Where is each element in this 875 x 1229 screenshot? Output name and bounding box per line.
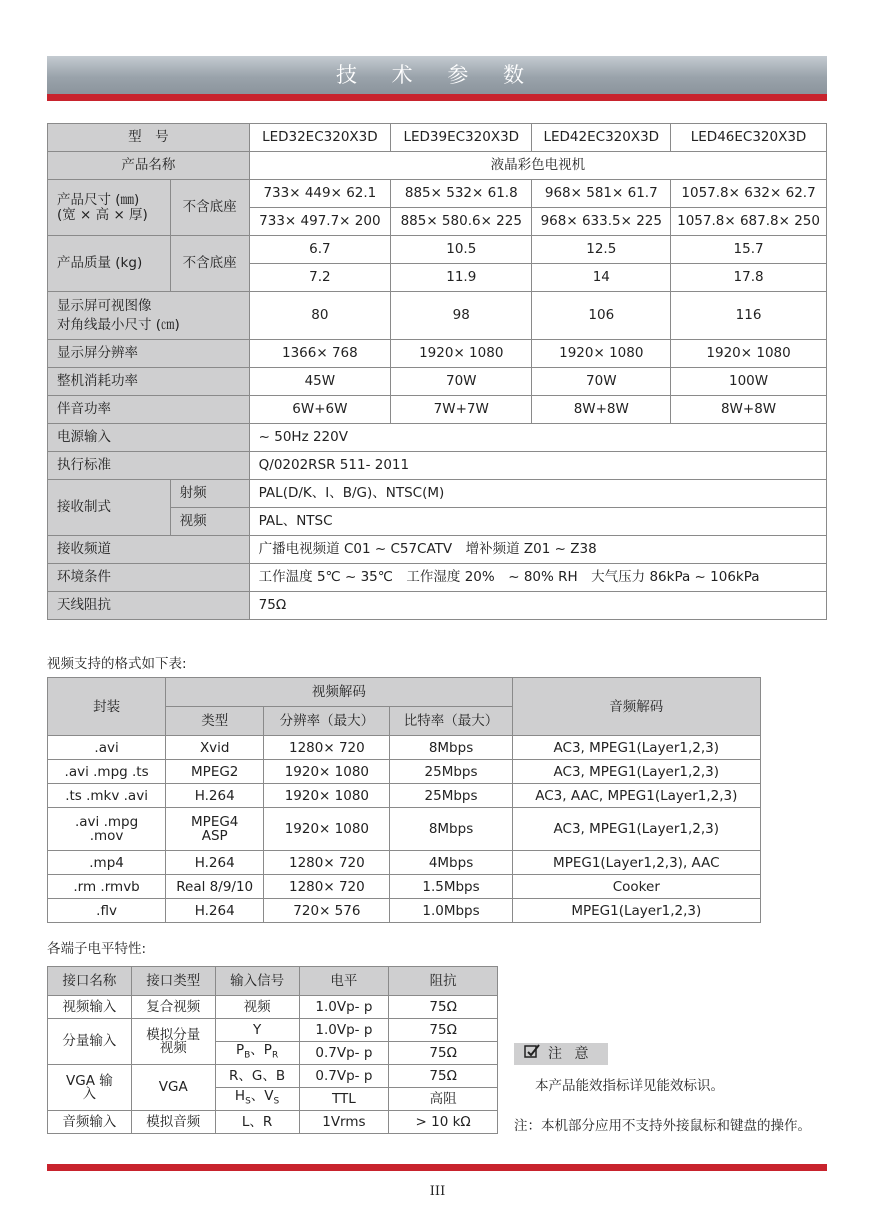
port-impedance-cell: 75Ω xyxy=(389,1019,498,1042)
vs-text: V xyxy=(264,1087,274,1104)
table-row xyxy=(48,736,761,760)
resolution-cell: 1280× 720 xyxy=(264,875,390,899)
table-row xyxy=(48,368,827,396)
note-box xyxy=(514,1043,608,1065)
port-impedance-cell: 75Ω xyxy=(389,996,498,1019)
container-cell: .flv xyxy=(48,899,166,923)
size-label-line: 产品尺寸 (㎜) xyxy=(57,191,140,208)
page-title: 技 术 参 数 xyxy=(335,63,539,87)
page-title-bar xyxy=(47,56,827,94)
port-signal-cell: L、R xyxy=(215,1111,299,1134)
diagonal-cell: 80 xyxy=(249,292,390,340)
port-name-header: 接口名称 xyxy=(48,967,132,996)
container-cell: .avi xyxy=(48,736,166,760)
table-row xyxy=(48,396,827,424)
port-signal-cell: Y xyxy=(215,1019,299,1042)
standard-label: 执行标准 xyxy=(48,452,250,480)
note-title: 注 意 xyxy=(548,1046,593,1062)
power-input-label: 电源输入 xyxy=(48,424,250,452)
port-level-cell: 1.0Vp- p xyxy=(299,1019,389,1042)
port-level-cell: 0.7Vp- p xyxy=(299,1065,389,1088)
diagonal-cell: 116 xyxy=(671,292,827,340)
channel-label: 接收频道 xyxy=(48,536,250,564)
audio-power-label: 伴音功率 xyxy=(48,396,250,424)
video-decode-header: 视频解码 xyxy=(166,678,512,707)
power-cell: 70W xyxy=(532,368,671,396)
table-row xyxy=(48,292,827,340)
port-name-cell: 视频输入 xyxy=(48,996,132,1019)
power-cell: 70W xyxy=(391,368,532,396)
video-value: PAL、NTSC xyxy=(249,508,826,536)
port-name-line: VGA 输 xyxy=(66,1072,113,1089)
power-input-value: ~ 50Hz 220V xyxy=(249,424,826,452)
table-row xyxy=(48,1019,498,1042)
model-cell: LED46EC320X3D xyxy=(671,124,827,152)
product-name-value: 液晶彩色电视机 xyxy=(249,152,826,180)
weight-cell: 14 xyxy=(532,264,671,292)
pr-text: P xyxy=(263,1041,272,1058)
diagonal-cell: 106 xyxy=(532,292,671,340)
audio-decode-header: 音频解码 xyxy=(512,678,760,736)
diagonal-label-line: 对角线最小尺寸 (㎝) xyxy=(57,316,180,333)
resolution-cell: 1920× 1080 xyxy=(532,340,671,368)
bitrate-header: 比特率（最大） xyxy=(390,707,512,736)
vs-sub: S xyxy=(273,1096,280,1107)
table-row xyxy=(48,967,498,996)
table-row xyxy=(48,452,827,480)
audio-cell: MPEG1(Layer1,2,3), AAC xyxy=(512,851,760,875)
table-row xyxy=(48,851,761,875)
table-row xyxy=(48,592,827,620)
audio-cell: Cooker xyxy=(512,875,760,899)
port-type-cell xyxy=(131,1019,215,1065)
pb-text: P xyxy=(235,1041,245,1058)
table-row xyxy=(48,899,761,923)
table-row xyxy=(48,808,761,851)
resolution-cell: 1920× 1080 xyxy=(264,784,390,808)
video-format-table xyxy=(47,677,761,923)
port-caption: 各端子电平特性: xyxy=(47,941,147,957)
type-cell: Real 8/9/10 xyxy=(166,875,264,899)
model-cell: LED32EC320X3D xyxy=(249,124,390,152)
footer-accent-bar xyxy=(47,1164,827,1171)
table-row xyxy=(48,124,827,152)
hs-text: H xyxy=(234,1087,246,1104)
resolution-cell: 1366× 768 xyxy=(249,340,390,368)
bitrate-cell: 1.5Mbps xyxy=(390,875,512,899)
audio-cell: AC3, AAC, MPEG1(Layer1,2,3) xyxy=(512,784,760,808)
container-cell xyxy=(48,808,166,851)
table-row xyxy=(48,996,498,1019)
table-row xyxy=(48,536,827,564)
size-cell: 733× 497.7× 200 xyxy=(249,208,390,236)
audio-power-cell: 8W+8W xyxy=(532,396,671,424)
channel-value: 广播电视频道 C01 ~ C57CATV 增补频道 Z01 ~ Z38 xyxy=(249,536,826,564)
model-label: 型 号 xyxy=(48,124,250,152)
bitrate-cell: 25Mbps xyxy=(390,760,512,784)
standard-value: Q/0202RSR 511- 2011 xyxy=(249,452,826,480)
port-level-cell: 1Vrms xyxy=(299,1111,389,1134)
rf-label: 射频 xyxy=(170,480,249,508)
antenna-label: 天线阻抗 xyxy=(48,592,250,620)
power-cell: 100W xyxy=(671,368,827,396)
edit-note-icon xyxy=(524,1043,540,1065)
audio-power-cell: 7W+7W xyxy=(391,396,532,424)
port-impedance-cell: 75Ω xyxy=(389,1065,498,1088)
container-line: .mov xyxy=(89,828,124,844)
audio-cell: AC3, MPEG1(Layer1,2,3) xyxy=(512,760,760,784)
container-cell: .mp4 xyxy=(48,851,166,875)
resolution-cell: 1280× 720 xyxy=(264,851,390,875)
port-impedance-cell: 高阻 xyxy=(389,1088,498,1111)
type-line: ASP xyxy=(201,828,228,844)
type-cell: H.264 xyxy=(166,851,264,875)
audio-power-cell: 8W+8W xyxy=(671,396,827,424)
port-name-cell: 音频输入 xyxy=(48,1111,132,1134)
diagonal-cell: 98 xyxy=(391,292,532,340)
size-cell: 885× 580.6× 225 xyxy=(391,208,532,236)
type-cell: MPEG2 xyxy=(166,760,264,784)
port-signal-cell xyxy=(215,1042,299,1065)
table-row xyxy=(48,236,827,264)
spec-table xyxy=(47,123,827,620)
note-line-1: 本产品能效指标详见能效标识。 xyxy=(535,1078,724,1094)
port-name-cell: 分量输入 xyxy=(48,1019,132,1065)
port-impedance-header: 阻抗 xyxy=(389,967,498,996)
table-row xyxy=(48,424,827,452)
port-impedance-cell: > 10 kΩ xyxy=(389,1111,498,1134)
audio-cell: AC3, MPEG1(Layer1,2,3) xyxy=(512,808,760,851)
bitrate-cell: 25Mbps xyxy=(390,784,512,808)
port-level-cell: 0.7Vp- p xyxy=(299,1042,389,1065)
type-cell xyxy=(166,808,264,851)
separator: 、 xyxy=(250,1087,265,1104)
size-cell: 885× 532× 61.8 xyxy=(391,180,532,208)
port-signal-cell: R、G、B xyxy=(215,1065,299,1088)
table-row xyxy=(48,678,761,707)
port-type-cell: 模拟音频 xyxy=(131,1111,215,1134)
port-signal-header: 输入信号 xyxy=(215,967,299,996)
resolution-cell: 1920× 1080 xyxy=(671,340,827,368)
port-signal-cell: 视频 xyxy=(215,996,299,1019)
weight-cell: 15.7 xyxy=(671,236,827,264)
table-row xyxy=(48,180,827,208)
product-name-label: 产品名称 xyxy=(48,152,250,180)
hs-sub: S xyxy=(245,1096,251,1107)
resolution-cell: 1920× 1080 xyxy=(264,760,390,784)
resolution-cell: 1920× 1080 xyxy=(391,340,532,368)
container-cell: .rm .rmvb xyxy=(48,875,166,899)
table-row xyxy=(48,564,827,592)
type-line: MPEG4 xyxy=(191,814,239,830)
resolution-header: 分辨率（最大） xyxy=(264,707,390,736)
container-cell: .avi .mpg .ts xyxy=(48,760,166,784)
weight-cell: 11.9 xyxy=(391,264,532,292)
port-impedance-cell: 75Ω xyxy=(389,1042,498,1065)
bitrate-cell: 4Mbps xyxy=(390,851,512,875)
port-level-cell: TTL xyxy=(299,1088,389,1111)
power-cell: 45W xyxy=(249,368,390,396)
port-type-header: 接口类型 xyxy=(131,967,215,996)
audio-cell: MPEG1(Layer1,2,3) xyxy=(512,899,760,923)
container-cell: .ts .mkv .avi xyxy=(48,784,166,808)
weight-cell: 6.7 xyxy=(249,236,390,264)
container-line: .avi .mpg xyxy=(74,814,139,830)
port-type-cell: VGA xyxy=(131,1065,215,1111)
no-base-label: 不含底座 xyxy=(170,180,249,236)
size-label-line: (宽 × 高 × 厚) xyxy=(57,206,148,223)
video-format-caption: 视频支持的格式如下表: xyxy=(47,656,187,672)
type-cell: H.264 xyxy=(166,899,264,923)
port-type-line: 视频 xyxy=(159,1039,187,1056)
antenna-value: 75Ω xyxy=(249,592,826,620)
table-row xyxy=(48,875,761,899)
size-label xyxy=(48,180,171,236)
table-row xyxy=(48,1065,498,1088)
header-accent-bar xyxy=(47,94,827,101)
weight-label: 产品质量 (kg) xyxy=(48,236,171,292)
size-cell: 733× 449× 62.1 xyxy=(249,180,390,208)
port-level-cell: 1.0Vp- p xyxy=(299,996,389,1019)
bitrate-cell: 8Mbps xyxy=(390,736,512,760)
table-row xyxy=(48,340,827,368)
model-cell: LED42EC320X3D xyxy=(532,124,671,152)
resolution-cell: 720× 576 xyxy=(264,899,390,923)
power-label: 整机消耗功率 xyxy=(48,368,250,396)
table-row xyxy=(48,784,761,808)
no-base-label: 不含底座 xyxy=(170,236,249,292)
audio-cell: AC3, MPEG1(Layer1,2,3) xyxy=(512,736,760,760)
receive-system-label: 接收制式 xyxy=(48,480,171,536)
bitrate-cell: 1.0Mbps xyxy=(390,899,512,923)
weight-cell: 17.8 xyxy=(671,264,827,292)
weight-cell: 7.2 xyxy=(249,264,390,292)
diagonal-label-line: 显示屏可视图像 xyxy=(57,297,152,314)
container-header: 封装 xyxy=(48,678,166,736)
size-cell: 1057.8× 632× 62.7 xyxy=(671,180,827,208)
table-row xyxy=(48,480,827,508)
table-row xyxy=(48,152,827,180)
size-cell: 968× 581× 61.7 xyxy=(532,180,671,208)
resolution-label: 显示屏分辨率 xyxy=(48,340,250,368)
type-cell: H.264 xyxy=(166,784,264,808)
port-signal-cell xyxy=(215,1088,299,1111)
video-label: 视频 xyxy=(170,508,249,536)
size-cell: 968× 633.5× 225 xyxy=(532,208,671,236)
port-type-line: 模拟分量 xyxy=(146,1026,201,1043)
resolution-cell: 1280× 720 xyxy=(264,736,390,760)
audio-power-cell: 6W+6W xyxy=(249,396,390,424)
environment-value: 工作温度 5℃ ~ 35℃ 工作湿度 20% ~ 80% RH 大气压力 86kPa ~ 106kPa xyxy=(249,564,826,592)
diagonal-label xyxy=(48,292,250,340)
environment-label: 环境条件 xyxy=(48,564,250,592)
model-cell: LED39EC320X3D xyxy=(391,124,532,152)
table-row xyxy=(48,760,761,784)
bitrate-cell: 8Mbps xyxy=(390,808,512,851)
port-table xyxy=(47,966,498,1134)
size-cell: 1057.8× 687.8× 250 xyxy=(671,208,827,236)
weight-cell: 12.5 xyxy=(532,236,671,264)
note-line-2: 注：本机部分应用不支持外接鼠标和键盘的操作。 xyxy=(514,1118,811,1134)
rf-value: PAL(D/K、I、B/G)、NTSC(M) xyxy=(249,480,826,508)
table-row xyxy=(48,1111,498,1134)
type-cell: Xvid xyxy=(166,736,264,760)
port-name-cell xyxy=(48,1065,132,1111)
pb-sub: B xyxy=(244,1050,251,1061)
port-name-line: 入 xyxy=(82,1085,97,1102)
page-number: III xyxy=(429,1184,446,1199)
port-type-cell: 复合视频 xyxy=(131,996,215,1019)
pr-sub: R xyxy=(271,1050,279,1061)
separator: 、 xyxy=(250,1041,264,1058)
resolution-cell: 1920× 1080 xyxy=(264,808,390,851)
weight-cell: 10.5 xyxy=(391,236,532,264)
port-level-header: 电平 xyxy=(299,967,389,996)
type-header: 类型 xyxy=(166,707,264,736)
